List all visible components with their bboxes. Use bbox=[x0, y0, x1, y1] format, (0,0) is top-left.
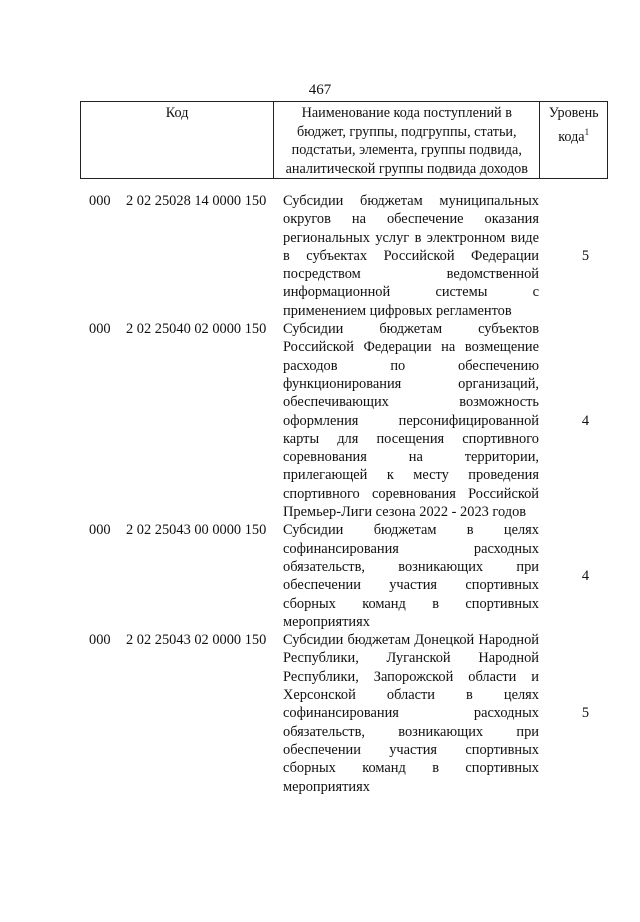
admin-code: 000 bbox=[89, 632, 111, 649]
admin-code: 000 bbox=[89, 522, 111, 539]
revenue-code: 2 02 25043 02 0000 150 bbox=[126, 632, 267, 649]
revenue-code: 2 02 25028 14 0000 150 bbox=[126, 193, 267, 209]
table-header bbox=[80, 101, 608, 179]
revenue-name: Субсидии бюджетам субъектов Российской Федерации на возмещение расходов по обеспечению функционирования организаций, обеспечивающих возможность оформления персонифицированной карты для посещения спортивного соревнования на территории, прилегающей к месту проведения спортивного соревнования Российской Премьер-Лиги сезона 2022 - 2023 годов bbox=[283, 321, 539, 521]
admin-code: 000 bbox=[89, 321, 111, 338]
table-row bbox=[80, 320, 608, 521]
revenue-code: 2 02 25040 02 0000 150 bbox=[126, 321, 267, 338]
code-level: 5 bbox=[581, 705, 590, 722]
header-level-label: Уровень кода bbox=[548, 105, 599, 145]
header-name: Наименование кода поступлений в бюджет, группы, подгруппы, статьи, подстатьи, элемента, группы подвида, аналитической группы подвида доходов bbox=[274, 102, 540, 179]
code-level: 4 bbox=[581, 412, 590, 429]
revenue-name: Субсидии бюджетам муниципальных округов на обеспечение оказания региональных услуг в электронном виде в субъектах Российской Федерации посредством ведомственной информационной системы с применением цифровых регламентов bbox=[283, 193, 539, 319]
code-level: 5 bbox=[581, 247, 590, 264]
revenue-name: Субсидии бюджетам в целях софинансирования расходных обязательств, возникающих при обеспечении участия спортивных сборных команд в спортивных мероприятиях bbox=[283, 522, 539, 630]
table-row bbox=[80, 521, 608, 631]
table-body bbox=[80, 192, 608, 796]
header-level bbox=[540, 102, 608, 179]
revenue-code: 2 02 25043 00 0000 150 bbox=[126, 522, 267, 539]
revenue-name: Субсидии бюджетам Донецкой Народной Республики, Луганской Народной Республики, Запорожской области и Херсонской области в целях софинансирования расходных обязательств, возникающих при обеспечении участия спортивных сборных команд в спортивных мероприятиях bbox=[283, 632, 539, 795]
page-number: 467 bbox=[308, 82, 332, 98]
header-level-footnote: 1 bbox=[584, 126, 590, 137]
admin-code: 000 bbox=[89, 193, 111, 209]
table-row bbox=[80, 192, 608, 320]
table-row bbox=[80, 631, 608, 796]
code-level: 4 bbox=[581, 568, 590, 585]
header-code: Код bbox=[81, 102, 274, 179]
